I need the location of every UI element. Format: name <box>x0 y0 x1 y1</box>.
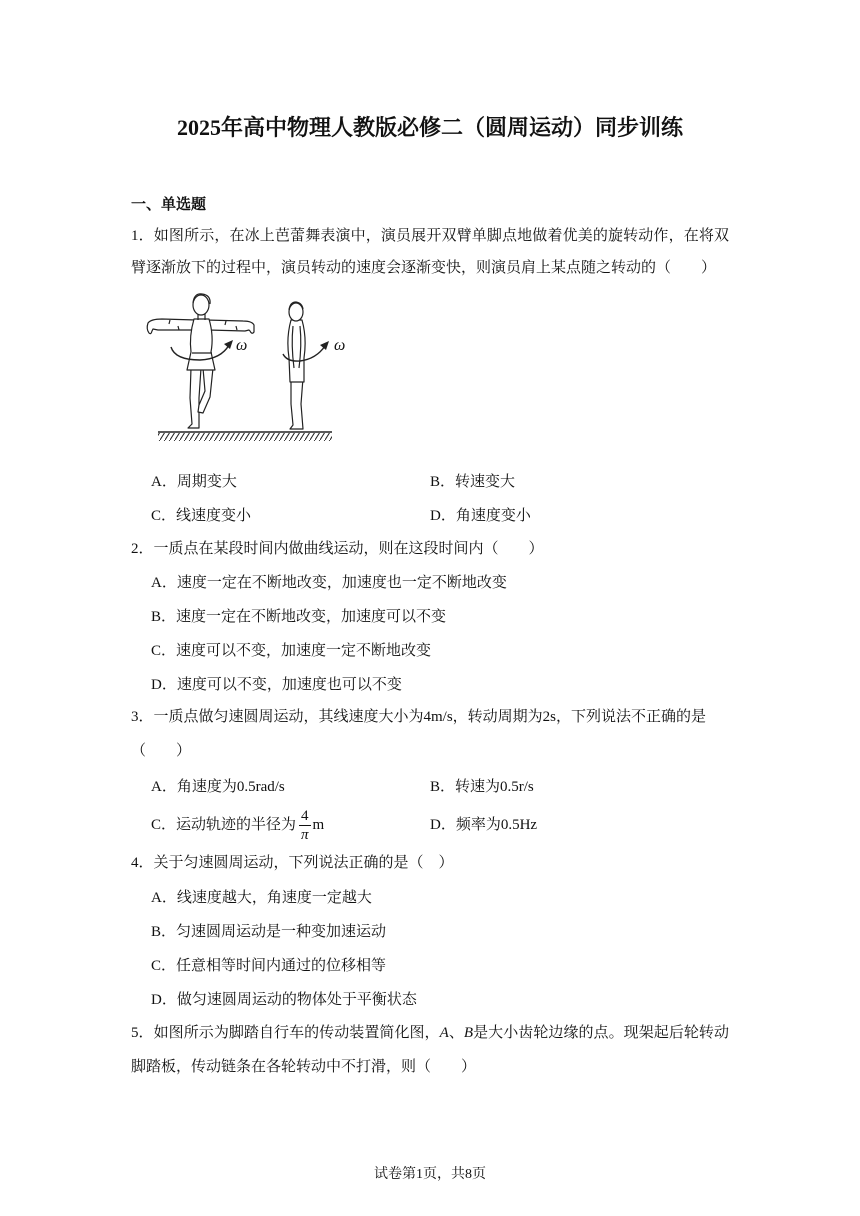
omega-label: ω <box>236 337 248 354</box>
option-d: D．做匀速圆周运动的物体处于平衡状态 <box>151 992 417 1008</box>
ground-hatching <box>158 433 332 441</box>
option-a: A．速度一定在不断地改变，加速度也一定不断地改变 <box>151 575 507 591</box>
torso <box>288 320 305 382</box>
question-text-line <box>131 1021 729 1045</box>
option-a: A．周期变大 <box>151 474 237 490</box>
text-segment: 5．如图所示为脚踏自行车的传动装置简化图， <box>131 1025 440 1041</box>
question-text-line: 2．一质点在某段时间内做曲线运动，则在这段时间内（ ） <box>131 541 544 557</box>
option-b: B．匀速圆周运动是一种变加速运动 <box>151 924 387 940</box>
text-segment: 是大小齿轮边缘的点。现架起后轮转动 <box>473 1025 729 1041</box>
option-c: C．线速度变小 <box>151 508 252 524</box>
right-arm <box>206 320 254 333</box>
page-title: 2025年高中物理人教版必修二（圆周运动）同步训练 <box>176 115 683 140</box>
omega-label: ω <box>334 337 346 354</box>
point-a-label: A <box>439 1025 449 1041</box>
option-b: B．转速为0.5r/s <box>430 779 534 795</box>
section-heading: 一、单选题 <box>131 197 207 213</box>
dancer-arms-lowered <box>288 302 305 429</box>
text-segment: 、 <box>448 1025 464 1041</box>
option-a: A．角速度为0.5rad/s <box>151 779 285 795</box>
standing-leg <box>188 368 201 428</box>
option-d: D．频率为0.5Hz <box>430 817 538 833</box>
option-a: A．线速度越大，角速度一定越大 <box>151 890 372 906</box>
option-c: C．任意相等时间内通过的位移相等 <box>151 958 387 974</box>
figure-ballet-dancers <box>140 288 355 448</box>
option-c <box>151 801 324 849</box>
head <box>193 295 209 315</box>
question-text-line: 4．关于匀速圆周运动，下列说法正确的是（ ） <box>131 855 454 871</box>
head <box>289 303 303 321</box>
question-text-line: 1．如图所示，在冰上芭蕾舞表演中，演员展开双臂单脚点地做着优美的旋转动作，在将双 <box>131 228 729 244</box>
radius-fraction <box>299 807 311 844</box>
unit-label: m <box>312 817 325 833</box>
question-text-line: 臂逐渐放下的过程中，演员转动的速度会逐渐变快，则演员肩上某点随之转动的（ ） <box>131 260 717 276</box>
option-d: D．角速度变小 <box>430 508 531 524</box>
option-b: B．转速变大 <box>430 474 516 490</box>
option-c: C．速度可以不变，加速度一定不断地改变 <box>151 643 432 659</box>
dancer-arms-extended <box>147 294 254 428</box>
legs <box>290 378 303 429</box>
fraction-numerator: 4 <box>301 808 309 825</box>
point-b-label: B <box>463 1025 474 1041</box>
question-text-line: （ ） <box>131 743 192 759</box>
question-text-line: 脚踏板，传动链条在各轮转动中不打滑，则（ ） <box>131 1059 477 1075</box>
option-d: D．速度可以不变，加速度也可以不变 <box>151 677 402 693</box>
option-c-text: C．运动轨迹的半径为 <box>151 817 297 833</box>
option-b: B．速度一定在不断地改变，加速度可以不变 <box>151 609 447 625</box>
question-text-line: 3．一质点做匀速圆周运动，其线速度大小为4m/s，转动周期为2s，下列说法不正确的是 <box>131 709 707 725</box>
fraction-denominator: π <box>301 827 309 844</box>
page-footer: 试卷第1页，共8页 <box>374 1167 486 1182</box>
left-arm <box>147 319 196 334</box>
